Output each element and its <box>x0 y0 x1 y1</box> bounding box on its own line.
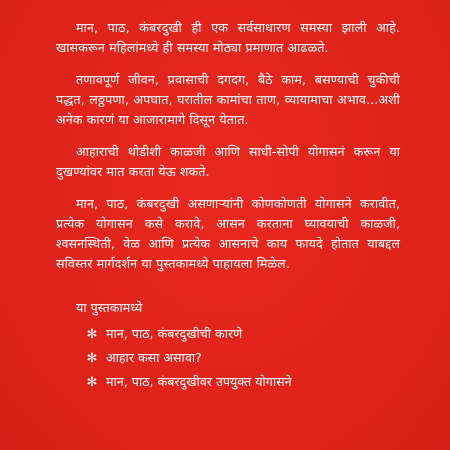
list-item <box>84 370 400 394</box>
asterisk-bullet-icon: ✻ <box>86 374 98 390</box>
paragraph-1: मान, पाठ, कंबरदुखी ही एक सर्वसाधारण समस्या झाली आहे. खासकरून महिलांमध्ये ही समस्या मोठ्या प्रमाणात आढळते. <box>56 20 400 55</box>
list-item <box>84 322 400 346</box>
paragraph-3: आहाराची थोडीशी काळजी आणि साधी-सोपी योगासनं करून या दुखण्यांवर मात करता येऊ शकते. <box>56 144 400 179</box>
list-item <box>84 346 400 370</box>
paragraph-4: मान, पाठ, कंबरदुखी असणाऱ्यांनी कोणकोणती योगासने करावीत, प्रत्येक योगासन कसे करावे, आसन करताना घ्यावयाची काळजी, श्वसनस्थिती, वेळ आणि प्रत्येक आसनाचे काय फायदे होतात याबद्दल सविस्तर मार्गदर्शन या पुस्तकामध्ये पाहायला मिळेल. <box>56 196 400 271</box>
list-item-label: मान, पाठ, कंबरदुखीची कारणे <box>106 326 243 341</box>
paragraph-2: तणावपूर्ण जीवन, प्रवासाची दगदग, बैठे काम, बसण्याची चुकीची पद्धत, लठ्ठपणा, अपघात, घरातील कामांचा ताण, व्यायामाचा अभाव...अशी अनेक कारणं या आजारामागे दिसून येतात. <box>56 72 400 127</box>
blurb-content <box>56 18 400 394</box>
asterisk-bullet-icon: ✻ <box>86 350 98 366</box>
list-item-label: मान, पाठ, कंबरदुखीवर उपयुक्त योगासने <box>106 374 292 389</box>
list-item-label: आहार कसा असावा? <box>106 350 202 365</box>
asterisk-bullet-icon: ✻ <box>86 326 98 342</box>
contents-list <box>56 322 400 394</box>
list-heading: या पुस्तकामध्ये <box>76 300 143 315</box>
